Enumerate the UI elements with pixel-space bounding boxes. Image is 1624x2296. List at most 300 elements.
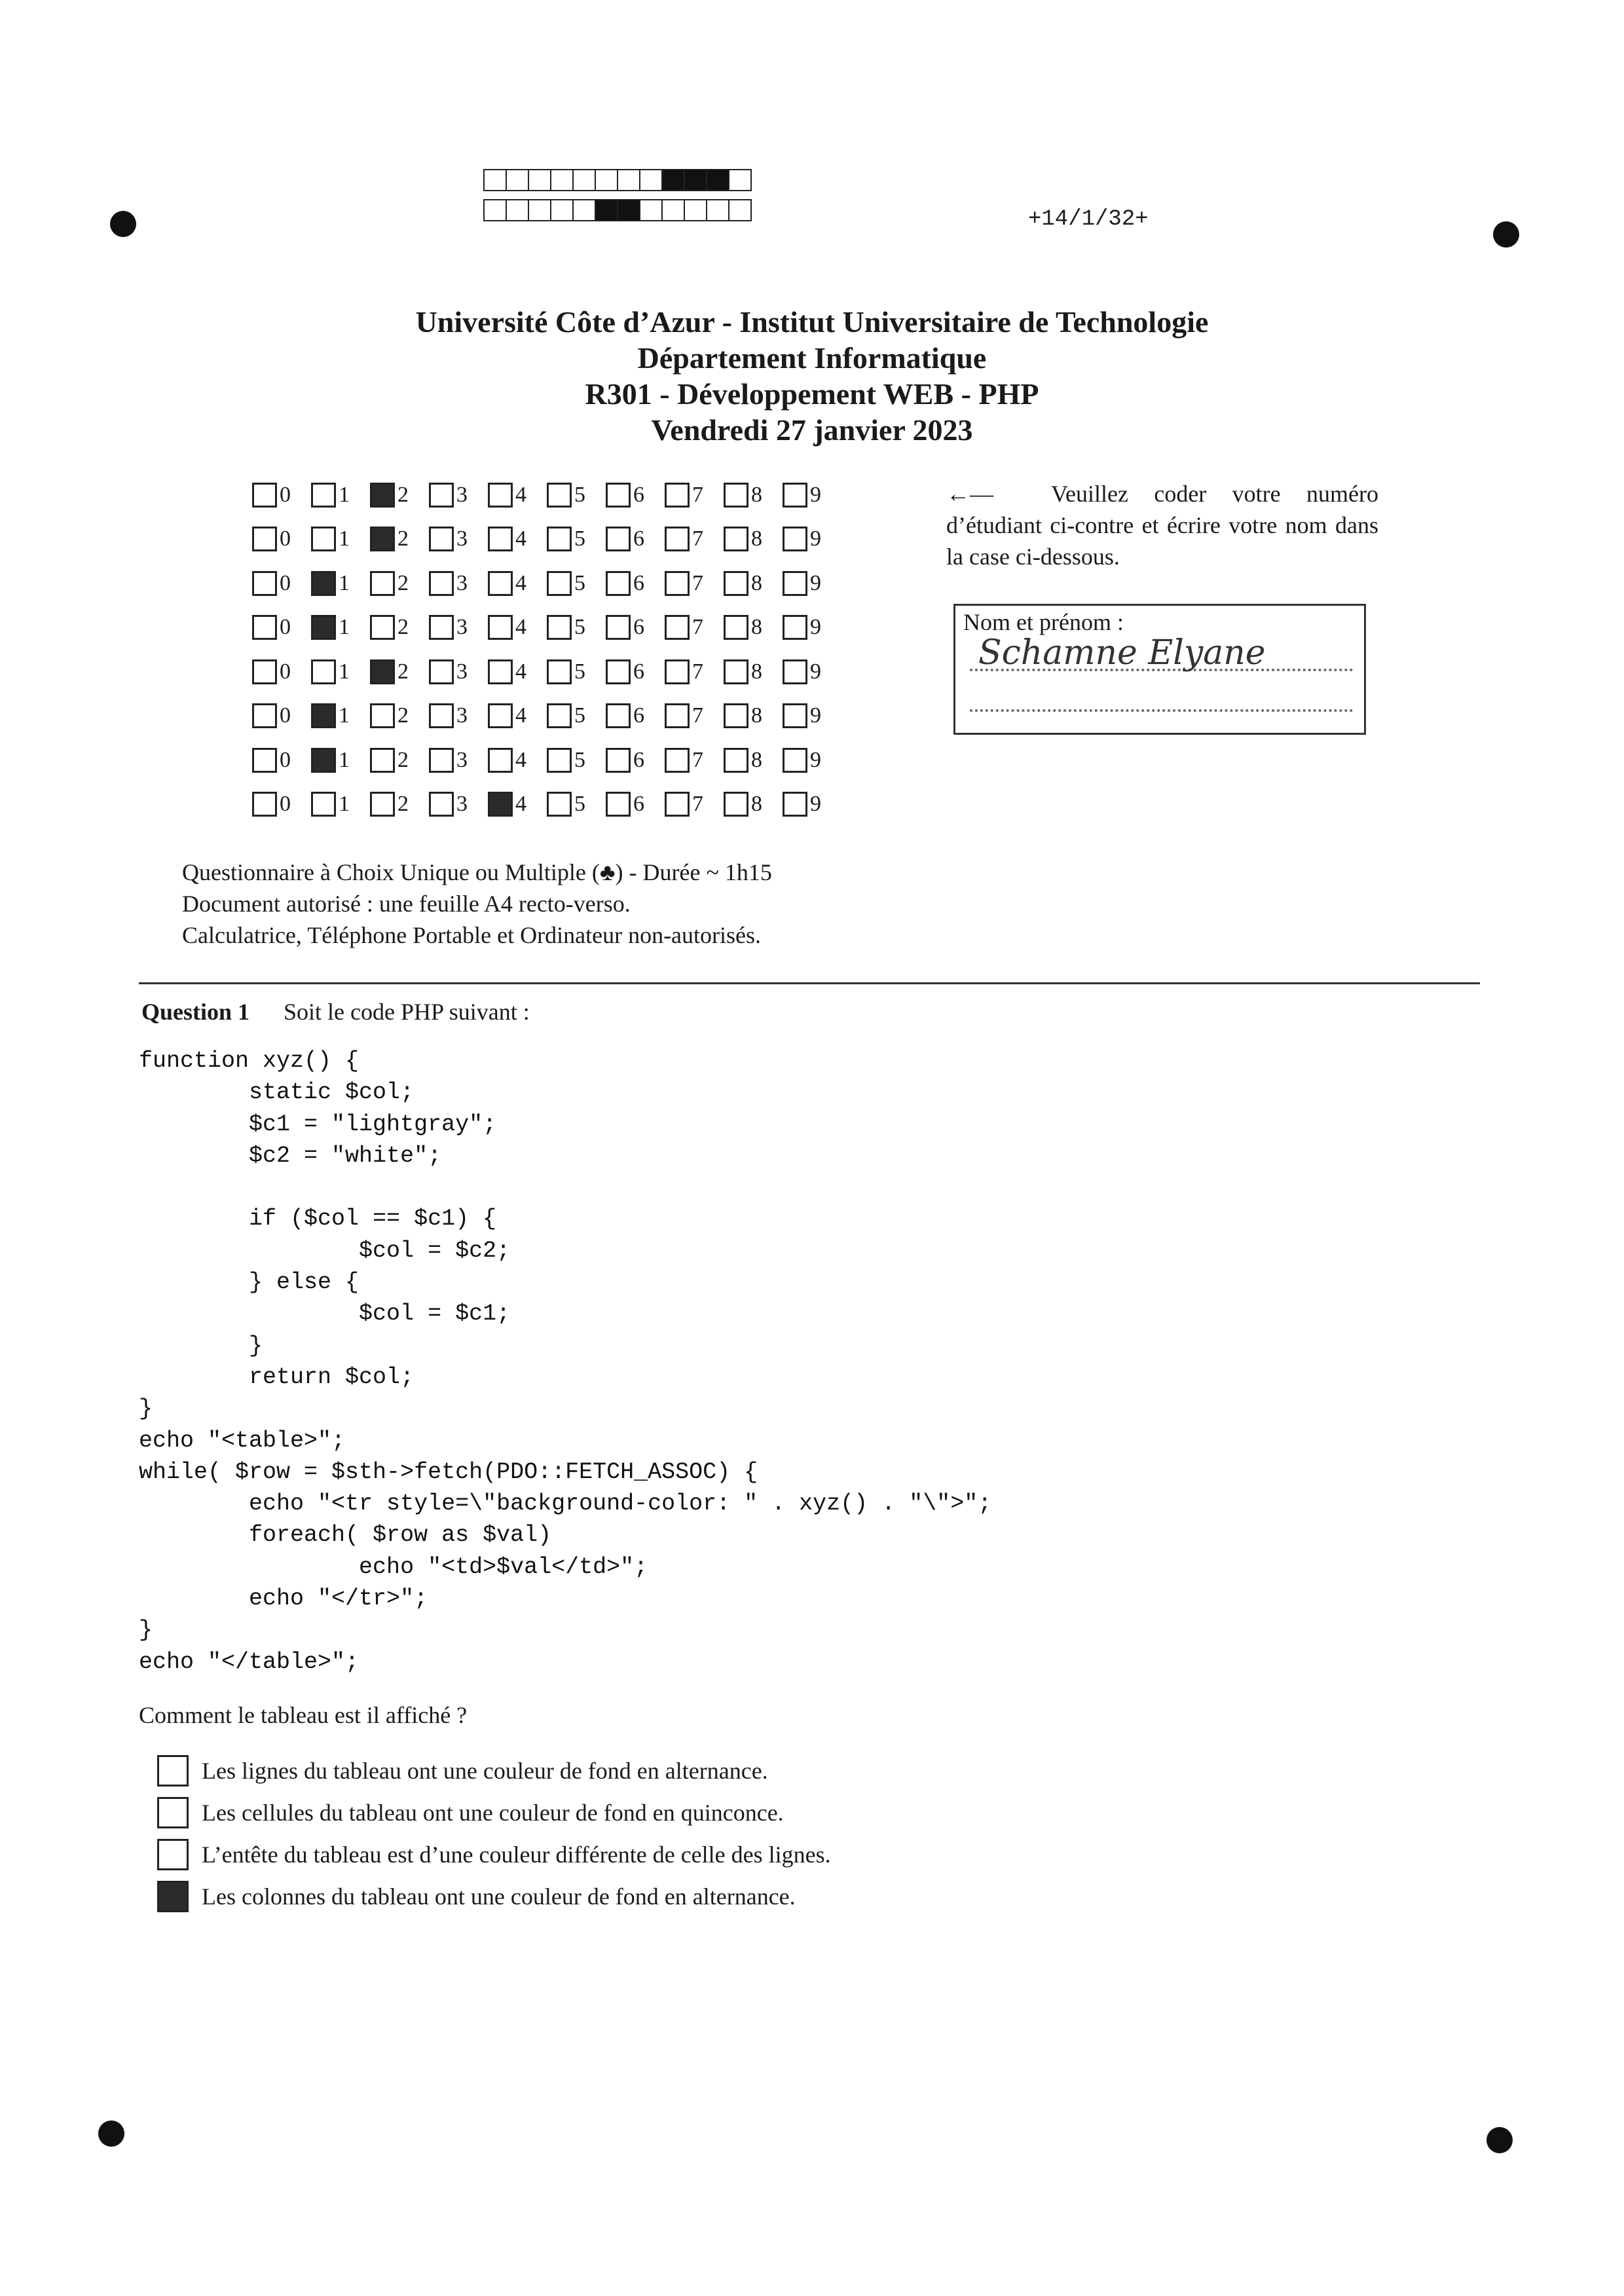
id-digit-option[interactable] <box>606 483 665 508</box>
digit-label: 9 <box>810 792 821 817</box>
checkbox[interactable] <box>311 659 336 684</box>
barcode-cell <box>661 169 685 191</box>
id-digit-option[interactable] <box>252 527 311 551</box>
checkbox[interactable] <box>488 703 513 728</box>
barcode-cell <box>684 199 707 221</box>
id-digit-option[interactable] <box>488 527 547 551</box>
id-digit-option[interactable] <box>429 483 488 508</box>
checkbox[interactable] <box>252 659 277 684</box>
digit-label: 4 <box>515 747 526 772</box>
id-digit-option[interactable] <box>488 792 547 817</box>
id-digit-option[interactable] <box>724 703 783 728</box>
digit-label: 3 <box>456 570 468 595</box>
checkbox[interactable] <box>311 527 336 551</box>
id-digit-option[interactable] <box>252 483 311 508</box>
digit-label: 9 <box>810 615 821 640</box>
barcode-cell <box>617 169 640 191</box>
id-digit-option[interactable] <box>429 571 488 596</box>
digit-label: 7 <box>692 570 703 595</box>
digit-label: 6 <box>633 570 644 595</box>
question-number: Question 1 <box>141 999 250 1025</box>
barcode-bottom <box>483 199 750 221</box>
checkbox[interactable] <box>724 615 748 640</box>
barcode-cell <box>550 199 574 221</box>
checkbox[interactable] <box>665 615 690 640</box>
page-code: +14/1/32+ <box>1028 207 1149 232</box>
checkbox[interactable] <box>547 748 572 773</box>
digit-label: 2 <box>397 703 409 728</box>
registration-mark-bottom-right <box>1486 2127 1513 2153</box>
checkbox[interactable] <box>311 703 336 728</box>
id-digit-option[interactable] <box>665 527 724 551</box>
barcode-cell <box>595 199 618 221</box>
checkbox[interactable] <box>429 615 454 640</box>
checkbox[interactable] <box>311 571 336 596</box>
barcode-cell <box>483 169 507 191</box>
exam-info-format: Questionnaire à Choix Unique ou Multiple (♣) - Durée ~ 1h15 <box>182 859 772 885</box>
digit-label: 4 <box>515 659 526 684</box>
digit-label: 7 <box>692 703 703 728</box>
section-divider <box>139 982 1480 984</box>
answer-option[interactable] <box>157 1750 831 1792</box>
id-digit-option[interactable] <box>606 703 665 728</box>
checkbox[interactable] <box>488 527 513 551</box>
checkbox[interactable] <box>724 483 748 508</box>
checkbox[interactable] <box>665 659 690 684</box>
digit-label: 5 <box>574 615 585 640</box>
barcode-cell <box>639 199 663 221</box>
id-digit-row <box>252 517 841 562</box>
id-digit-option[interactable] <box>370 483 429 508</box>
id-digit-option[interactable] <box>252 659 311 684</box>
checkbox[interactable] <box>370 792 395 817</box>
id-digit-option[interactable] <box>724 571 783 596</box>
id-digit-option[interactable] <box>488 703 547 728</box>
digit-label: 3 <box>456 527 468 551</box>
digit-label: 8 <box>751 703 762 728</box>
digit-label: 3 <box>456 703 468 728</box>
checkbox[interactable] <box>783 483 807 508</box>
barcode-top <box>483 169 750 191</box>
checkbox[interactable] <box>370 483 395 508</box>
checkbox[interactable] <box>606 527 631 551</box>
digit-label: 3 <box>456 482 468 507</box>
checkbox[interactable] <box>783 615 807 640</box>
digit-label: 1 <box>339 703 350 728</box>
answer-checkbox[interactable] <box>157 1797 189 1828</box>
id-digit-option[interactable] <box>783 483 841 508</box>
barcode-cell <box>595 169 618 191</box>
checkbox[interactable] <box>783 659 807 684</box>
checkbox[interactable] <box>783 748 807 773</box>
answer-text: L’entête du tableau est d’une couleur différente de celle des lignes. <box>202 1842 831 1868</box>
id-digit-option[interactable] <box>547 527 606 551</box>
id-digit-option[interactable] <box>370 527 429 551</box>
checkbox[interactable] <box>606 483 631 508</box>
digit-label: 9 <box>810 570 821 595</box>
header-date: Vendredi 27 janvier 2023 <box>651 413 973 447</box>
id-digit-option[interactable] <box>783 748 841 773</box>
checkbox[interactable] <box>429 571 454 596</box>
checkbox[interactable] <box>606 748 631 773</box>
checkbox[interactable] <box>370 703 395 728</box>
id-digit-option[interactable] <box>547 615 606 640</box>
barcode-cell <box>506 169 529 191</box>
digit-label: 4 <box>515 703 526 728</box>
id-digit-option[interactable] <box>606 615 665 640</box>
digit-label: 1 <box>339 570 350 595</box>
id-digit-option[interactable] <box>665 483 724 508</box>
id-digit-option[interactable] <box>488 571 547 596</box>
id-digit-option[interactable] <box>606 792 665 817</box>
digit-label: 7 <box>692 747 703 772</box>
header-department: Département Informatique <box>637 341 987 375</box>
digit-label: 2 <box>397 570 409 595</box>
answer-option[interactable] <box>157 1876 831 1917</box>
digit-label: 4 <box>515 792 526 817</box>
barcode-cell <box>506 199 529 221</box>
barcode-cell <box>684 169 707 191</box>
digit-label: 2 <box>397 527 409 551</box>
answer-text: Les cellules du tableau ont une couleur de fond en quinconce. <box>202 1800 784 1826</box>
registration-mark-top-left <box>110 211 136 237</box>
barcode-cell <box>572 199 596 221</box>
checkbox[interactable] <box>370 571 395 596</box>
id-digit-row <box>252 606 841 650</box>
id-digit-option[interactable] <box>606 571 665 596</box>
id-digit-option[interactable] <box>665 571 724 596</box>
digit-label: 0 <box>280 703 291 728</box>
checkbox[interactable] <box>429 527 454 551</box>
checkbox[interactable] <box>724 527 748 551</box>
id-digit-option[interactable] <box>783 703 841 728</box>
checkbox[interactable] <box>252 483 277 508</box>
question-heading <box>141 998 530 1026</box>
digit-label: 8 <box>751 570 762 595</box>
checkbox[interactable] <box>665 792 690 817</box>
name-line-2 <box>970 683 1353 712</box>
checkbox[interactable] <box>665 571 690 596</box>
digit-label: 5 <box>574 747 585 772</box>
id-digit-option[interactable] <box>252 792 311 817</box>
id-digit-option[interactable] <box>429 748 488 773</box>
id-digit-row <box>252 473 841 517</box>
digit-label: 4 <box>515 570 526 595</box>
barcode-cell <box>572 169 596 191</box>
checkbox[interactable] <box>488 615 513 640</box>
digit-label: 4 <box>515 615 526 640</box>
checkbox[interactable] <box>665 527 690 551</box>
digit-label: 0 <box>280 570 291 595</box>
id-digit-option[interactable] <box>665 748 724 773</box>
id-digit-option[interactable] <box>724 483 783 508</box>
answer-text: Les colonnes du tableau ont une couleur de fond en alternance. <box>202 1883 796 1910</box>
checkbox[interactable] <box>370 527 395 551</box>
id-digit-option[interactable] <box>606 748 665 773</box>
digit-label: 0 <box>280 482 291 507</box>
digit-label: 3 <box>456 747 468 772</box>
barcode-cell <box>617 199 640 221</box>
checkbox[interactable] <box>547 703 572 728</box>
id-digit-option[interactable] <box>665 703 724 728</box>
checkbox[interactable] <box>311 483 336 508</box>
digit-label: 0 <box>280 659 291 684</box>
digit-label: 8 <box>751 482 762 507</box>
digit-label: 7 <box>692 527 703 551</box>
php-code-block: function xyz() { static $col; $c1 = "lightgray"; $c2 = "white"; if ($col == $c1) { $col = $c2; } else { $col = $c1; } return $col; } echo "<table>"; while( $row = $sth->fetch(PDO::FETCH_ASSOC) { echo "<tr style=\"background-color: " . xyz() . "\">"; foreach( $row as $val) echo "<td>$val</td>"; echo "</tr>"; } echo "</table>"; <box>139 1048 992 1675</box>
barcode-cell <box>706 169 729 191</box>
id-digit-option[interactable] <box>724 659 783 684</box>
checkbox[interactable] <box>665 748 690 773</box>
digit-label: 2 <box>397 615 409 640</box>
checkbox[interactable] <box>606 703 631 728</box>
checkbox[interactable] <box>252 571 277 596</box>
checkbox[interactable] <box>252 703 277 728</box>
checkbox[interactable] <box>370 615 395 640</box>
barcode-cell <box>550 169 574 191</box>
id-digit-option[interactable] <box>665 615 724 640</box>
digit-label: 1 <box>339 659 350 684</box>
name-field[interactable] <box>953 604 1366 735</box>
id-digit-option[interactable] <box>547 659 606 684</box>
checkbox[interactable] <box>547 571 572 596</box>
checkbox[interactable] <box>724 659 748 684</box>
id-digit-option[interactable] <box>606 527 665 551</box>
id-digit-option[interactable] <box>547 703 606 728</box>
digit-label: 0 <box>280 747 291 772</box>
checkbox[interactable] <box>665 703 690 728</box>
id-digit-option[interactable] <box>724 527 783 551</box>
registration-mark-bottom-left <box>98 2120 124 2147</box>
id-digit-option[interactable] <box>547 483 606 508</box>
id-digit-option[interactable] <box>665 659 724 684</box>
digit-label: 4 <box>515 482 526 507</box>
id-digit-option[interactable] <box>370 659 429 684</box>
id-digit-option[interactable] <box>783 615 841 640</box>
answer-checkbox[interactable] <box>157 1839 189 1870</box>
checkbox[interactable] <box>606 615 631 640</box>
checkbox[interactable] <box>488 792 513 817</box>
digit-label: 2 <box>397 659 409 684</box>
id-digit-option[interactable] <box>429 792 488 817</box>
digit-label: 5 <box>574 570 585 595</box>
id-digit-option[interactable] <box>724 748 783 773</box>
id-digit-option[interactable] <box>252 748 311 773</box>
checkbox[interactable] <box>724 792 748 817</box>
checkbox[interactable] <box>429 703 454 728</box>
digit-label: 3 <box>456 659 468 684</box>
id-digit-option[interactable] <box>429 527 488 551</box>
id-digit-option[interactable] <box>547 792 606 817</box>
answer-checkbox[interactable] <box>157 1881 189 1912</box>
id-digit-option[interactable] <box>252 703 311 728</box>
checkbox[interactable] <box>783 571 807 596</box>
digit-label: 8 <box>751 792 762 817</box>
header-university: Université Côte d’Azur - Institut Universitaire de Technologie <box>415 305 1209 339</box>
id-digit-option[interactable] <box>783 571 841 596</box>
digit-label: 5 <box>574 792 585 817</box>
id-digit-option[interactable] <box>724 792 783 817</box>
digit-label: 9 <box>810 747 821 772</box>
digit-label: 2 <box>397 747 409 772</box>
checkbox[interactable] <box>429 748 454 773</box>
checkbox[interactable] <box>547 792 572 817</box>
header-course: R301 - Développement WEB - PHP <box>585 377 1039 411</box>
exam-info-documents: Document autorisé : une feuille A4 recto-verso. <box>182 891 631 917</box>
digit-label: 7 <box>692 659 703 684</box>
barcode-cell <box>528 199 551 221</box>
question-prompt: Comment le tableau est il affiché ? <box>139 1702 468 1728</box>
digit-label: 9 <box>810 482 821 507</box>
digit-label: 0 <box>280 527 291 551</box>
digit-label: 7 <box>692 482 703 507</box>
checkbox[interactable] <box>724 571 748 596</box>
barcode-cell <box>728 169 752 191</box>
exam-header <box>0 304 1624 448</box>
checkbox[interactable] <box>547 659 572 684</box>
digit-label: 1 <box>339 482 350 507</box>
id-digit-option[interactable] <box>783 659 841 684</box>
checkbox[interactable] <box>252 615 277 640</box>
id-digit-option[interactable] <box>370 792 429 817</box>
id-digit-option[interactable] <box>311 703 370 728</box>
id-digit-option[interactable] <box>429 615 488 640</box>
barcode-cell <box>483 199 507 221</box>
checkbox[interactable] <box>488 748 513 773</box>
checkbox[interactable] <box>783 527 807 551</box>
id-digit-option[interactable] <box>783 792 841 817</box>
id-digit-option[interactable] <box>488 748 547 773</box>
digit-label: 3 <box>456 615 468 640</box>
checkbox[interactable] <box>488 659 513 684</box>
checkbox[interactable] <box>370 659 395 684</box>
digit-label: 2 <box>397 482 409 507</box>
id-digit-option[interactable] <box>488 483 547 508</box>
digit-label: 1 <box>339 527 350 551</box>
id-digit-option[interactable] <box>252 571 311 596</box>
checkbox[interactable] <box>724 748 748 773</box>
id-digit-row <box>252 694 841 739</box>
id-digit-option[interactable] <box>429 703 488 728</box>
answer-option[interactable] <box>157 1834 831 1876</box>
id-digit-option[interactable] <box>488 659 547 684</box>
checkbox[interactable] <box>370 748 395 773</box>
digit-label: 6 <box>633 747 644 772</box>
digit-label: 1 <box>339 615 350 640</box>
instructions-text: Veuillez coder votre numéro d’étudiant ci-contre et écrire votre nom dans la case ci-dessous. <box>946 481 1378 570</box>
checkbox[interactable] <box>665 483 690 508</box>
exam-info-devices: Calculatrice, Téléphone Portable et Ordinateur non-autorisés. <box>182 922 762 948</box>
digit-label: 6 <box>633 615 644 640</box>
id-digit-option[interactable] <box>311 659 370 684</box>
checkbox[interactable] <box>547 527 572 551</box>
digit-label: 8 <box>751 747 762 772</box>
id-digit-option[interactable] <box>370 571 429 596</box>
digit-label: 9 <box>810 659 821 684</box>
checkbox[interactable] <box>311 748 336 773</box>
checkbox[interactable] <box>252 792 277 817</box>
barcode-cell <box>728 199 752 221</box>
id-digit-option[interactable] <box>311 615 370 640</box>
digit-label: 4 <box>515 527 526 551</box>
id-digit-option[interactable] <box>370 615 429 640</box>
checkbox[interactable] <box>606 792 631 817</box>
digit-label: 9 <box>810 527 821 551</box>
barcode-cell <box>706 199 729 221</box>
checkbox[interactable] <box>429 483 454 508</box>
checkbox[interactable] <box>606 571 631 596</box>
id-digit-row <box>252 650 841 694</box>
digit-label: 0 <box>280 615 291 640</box>
answer-text: Les lignes du tableau ont une couleur de fond en alternance. <box>202 1758 768 1784</box>
checkbox[interactable] <box>783 703 807 728</box>
digit-label: 5 <box>574 703 585 728</box>
id-digit-option[interactable] <box>665 792 724 817</box>
digit-label: 6 <box>633 482 644 507</box>
id-digit-option[interactable] <box>370 748 429 773</box>
handwritten-name: Schamne Elyane <box>978 633 1266 673</box>
checkbox[interactable] <box>429 659 454 684</box>
name-field-label: Nom et prénom : <box>963 609 1124 635</box>
checkbox[interactable] <box>488 571 513 596</box>
id-digit-option[interactable] <box>488 615 547 640</box>
id-digit-option[interactable] <box>783 527 841 551</box>
barcode-cell <box>661 199 685 221</box>
id-digit-option[interactable] <box>311 792 370 817</box>
id-digit-option[interactable] <box>606 659 665 684</box>
id-digit-row <box>252 561 841 606</box>
id-digit-option[interactable] <box>429 659 488 684</box>
digit-label: 6 <box>633 659 644 684</box>
digit-label: 6 <box>633 527 644 551</box>
digit-label: 7 <box>692 615 703 640</box>
checkbox[interactable] <box>252 748 277 773</box>
checkbox[interactable] <box>311 615 336 640</box>
digit-label: 5 <box>574 659 585 684</box>
digit-label: 3 <box>456 792 468 817</box>
checkbox[interactable] <box>783 792 807 817</box>
digit-label: 0 <box>280 792 291 817</box>
digit-label: 5 <box>574 527 585 551</box>
checkbox[interactable] <box>429 792 454 817</box>
id-digit-option[interactable] <box>311 483 370 508</box>
answer-checkbox[interactable] <box>157 1755 189 1787</box>
checkbox[interactable] <box>311 792 336 817</box>
checkbox[interactable] <box>547 483 572 508</box>
id-digit-option[interactable] <box>311 527 370 551</box>
checkbox[interactable] <box>606 659 631 684</box>
id-digit-option[interactable] <box>252 615 311 640</box>
digit-label: 8 <box>751 659 762 684</box>
checkbox[interactable] <box>252 527 277 551</box>
id-digit-option[interactable] <box>311 571 370 596</box>
id-digit-option[interactable] <box>370 703 429 728</box>
id-digit-option[interactable] <box>724 615 783 640</box>
digit-label: 8 <box>751 615 762 640</box>
id-digit-option[interactable] <box>311 748 370 773</box>
checkbox[interactable] <box>724 703 748 728</box>
student-id-grid[interactable] <box>252 473 841 826</box>
id-digit-option[interactable] <box>547 748 606 773</box>
answer-option[interactable] <box>157 1792 831 1834</box>
question-intro: Soit le code PHP suivant : <box>284 999 530 1025</box>
digit-label: 2 <box>397 792 409 817</box>
checkbox[interactable] <box>488 483 513 508</box>
digit-label: 1 <box>339 792 350 817</box>
id-digit-option[interactable] <box>547 571 606 596</box>
checkbox[interactable] <box>547 615 572 640</box>
digit-label: 5 <box>574 482 585 507</box>
